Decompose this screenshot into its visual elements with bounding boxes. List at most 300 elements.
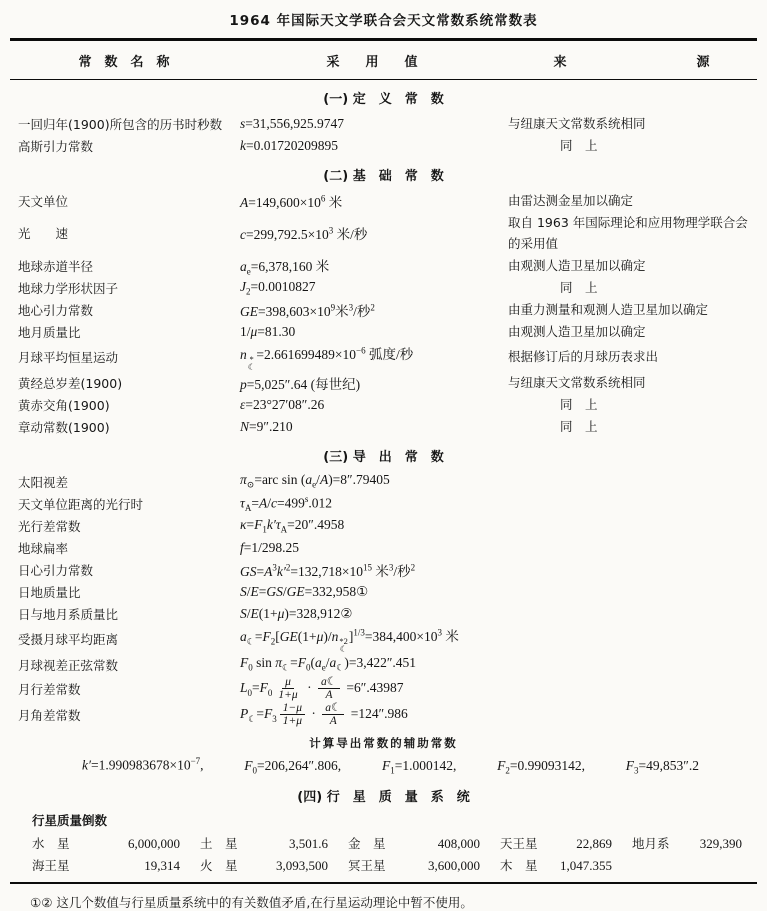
subscript: 1 xyxy=(390,765,395,776)
fraction xyxy=(322,702,344,728)
superscript: 3 xyxy=(272,562,277,572)
formula-text: = xyxy=(248,195,256,210)
sup-part: *2 xyxy=(339,635,348,646)
planet-cell xyxy=(500,834,632,852)
planet-mass-value: 6,000,000 xyxy=(128,836,180,852)
formula-text: 5,025″.64 (每世纪) xyxy=(254,376,361,392)
formula-text: 米 xyxy=(325,195,343,210)
formula-text: (1+ xyxy=(258,605,278,621)
formula-text: = xyxy=(250,258,259,274)
formula-symbol: μ xyxy=(277,605,285,621)
formula-symbol: A xyxy=(264,563,273,579)
formula-text: 149,600×10 xyxy=(255,195,321,210)
formula-text: 384,400×10 xyxy=(372,628,438,644)
formula-symbol: S xyxy=(240,583,247,599)
formula-text: 49,853″.2 xyxy=(646,757,699,773)
table-row xyxy=(10,625,757,654)
formula-text: = xyxy=(246,516,255,532)
formula-text: = xyxy=(252,679,260,695)
superscript: 6 xyxy=(320,193,326,204)
formula-symbol: a xyxy=(240,628,247,644)
superscript: 1/3 xyxy=(353,627,365,637)
constant-source: 由雷达测金星加以确定 xyxy=(508,193,634,209)
constant-value xyxy=(240,584,508,600)
fraction xyxy=(275,676,300,702)
constant-value xyxy=(240,191,508,211)
constant-name: 地球赤道半径 xyxy=(18,258,94,274)
formula-symbol: a xyxy=(240,258,247,274)
formula-text: /秒 xyxy=(393,563,411,579)
constant-name: 月球视差正弦常数 xyxy=(18,657,119,673)
formula-symbol: GE xyxy=(279,628,298,644)
constant-name: 黄经总岁差(1900) xyxy=(18,375,123,391)
formula-text: /秒 xyxy=(353,303,371,319)
formula-symbol: S xyxy=(240,605,247,621)
constant-value xyxy=(240,397,508,413)
formula-text: = xyxy=(251,495,259,511)
superscript: 2 xyxy=(370,302,375,312)
formula-symbol: GS xyxy=(266,583,283,599)
formula-text: )= xyxy=(344,655,357,671)
formula-text: · xyxy=(303,679,315,695)
constant-name: 光行差常数 xyxy=(18,518,81,534)
table-row xyxy=(10,515,757,537)
aux-constant xyxy=(626,758,699,776)
formula-text: · xyxy=(308,706,320,722)
planet-cell xyxy=(32,856,200,874)
formula-text: = xyxy=(343,679,354,695)
subscript: e xyxy=(321,662,326,673)
subscript: 0 xyxy=(267,687,273,698)
formula-symbol: n xyxy=(240,346,247,362)
table-row xyxy=(10,321,757,343)
subscript: ⊙ xyxy=(246,479,255,490)
superscript: 2 xyxy=(285,562,291,572)
formula-symbol: a xyxy=(314,655,322,671)
denominator: 1+μ xyxy=(282,715,302,728)
table-row xyxy=(10,372,757,394)
formula-text: [ xyxy=(275,628,280,644)
planet-cell xyxy=(500,856,632,874)
formula-text: = xyxy=(287,516,295,532)
planet-cell xyxy=(348,856,500,874)
table-row xyxy=(10,113,757,135)
formula-symbol: A xyxy=(240,195,249,210)
section-heading: (二) 基 础 常 数 xyxy=(323,169,444,184)
subscript: 2 xyxy=(270,636,276,647)
superscript: 3 xyxy=(388,562,394,572)
formula-text: = xyxy=(347,706,359,722)
formula-text: 米 xyxy=(335,303,349,319)
planet-row xyxy=(10,832,757,854)
footnote: ①② 这几个数值与行星质量系统中的有关数值矛盾,在行星运动理论中暂不使用。 xyxy=(30,895,473,911)
superscript: 3 xyxy=(328,225,334,236)
formula-text: 9″.210 xyxy=(256,418,293,434)
aux-constants-title: 计算导出常数的辅助常数 xyxy=(309,736,458,751)
formula-text: 499 xyxy=(284,495,305,511)
table-row xyxy=(10,559,757,581)
superscript: −7 xyxy=(190,756,201,767)
table-row xyxy=(10,416,757,438)
formula-symbol: P xyxy=(240,706,249,722)
subscript: 0 xyxy=(305,662,311,673)
formula-text: 3,422″.451 xyxy=(356,655,417,671)
planet-mass-value: 329,390 xyxy=(699,836,742,852)
superscript: s xyxy=(304,493,309,504)
formula-text: 132,718×10 xyxy=(297,563,363,579)
constant-name: 地心引力常数 xyxy=(18,302,94,318)
formula-text: / xyxy=(246,583,251,599)
constant-value xyxy=(240,116,508,132)
formula-text: 8″.79405 xyxy=(340,472,390,488)
aux-constant xyxy=(382,758,456,776)
constant-value xyxy=(240,324,508,340)
formula-symbol: F xyxy=(625,757,634,773)
table-row xyxy=(10,702,757,728)
constant-name: 天文单位 xyxy=(18,194,69,209)
formula-text: = xyxy=(245,116,253,131)
formula-text: 1/ xyxy=(240,323,251,339)
constant-source: 与纽康天文常数系统相同 xyxy=(508,116,646,132)
subscript: ☾ xyxy=(282,662,291,673)
planet-name: 金 星 xyxy=(348,836,386,852)
constant-name: 月球平均恒星运动 xyxy=(18,350,119,365)
formula-text: 米 xyxy=(371,563,389,579)
table-row xyxy=(10,255,757,277)
constant-source: 根据修订后的月球历表求出 xyxy=(508,349,659,365)
formula-symbol: GS xyxy=(240,563,257,579)
formula-symbol: ε xyxy=(240,396,246,412)
column-header-source: 来 源 xyxy=(553,55,710,70)
planet-cell xyxy=(632,834,762,852)
footnote-area xyxy=(10,882,757,911)
formula-symbol: a xyxy=(305,472,313,488)
section-heading: (三) 导 出 常 数 xyxy=(323,449,444,465)
constant-name: 地月质量比 xyxy=(18,324,81,340)
constant-value xyxy=(240,606,508,622)
planet-cell xyxy=(200,834,348,852)
constant-value xyxy=(240,655,508,674)
formula-symbol: A xyxy=(258,495,268,511)
page-title: 1964 年国际天文学联合会天文常数系统常数表 xyxy=(229,13,538,29)
planet-name: 海王星 xyxy=(32,858,70,874)
fraction xyxy=(280,702,305,728)
formula-symbol: E xyxy=(250,583,259,599)
column-header-adopted-value: 采 用 值 xyxy=(326,55,418,70)
formula-text: = xyxy=(256,706,264,722)
column-header-constant-name: 常 数 名 称 xyxy=(78,55,170,70)
table-row xyxy=(10,471,757,493)
constant-value xyxy=(240,373,508,393)
formula-text: = xyxy=(256,563,265,579)
formula-text: 328,912② xyxy=(296,605,353,621)
formula-symbol: s xyxy=(240,116,246,131)
formula-symbol: k′ xyxy=(266,516,276,532)
formula-text: (1+ xyxy=(297,628,317,644)
formula-text: = xyxy=(290,563,298,579)
table-row xyxy=(10,581,757,603)
subscript: 0 xyxy=(248,662,253,673)
planet-name: 火 星 xyxy=(200,858,238,874)
formula-text: = xyxy=(364,628,373,644)
constant-source: 与纽康天文常数系统相同 xyxy=(508,374,646,390)
subscript: A xyxy=(244,503,252,514)
planet-name: 天王星 xyxy=(500,836,538,852)
formula-symbol: k′ xyxy=(82,757,91,773)
formula-text: 米 xyxy=(441,628,459,644)
fraction xyxy=(318,676,340,702)
planet-name: 水 星 xyxy=(32,836,70,852)
formula-symbol: E xyxy=(250,605,259,621)
formula-symbol: F xyxy=(297,655,306,671)
subscript: 3 xyxy=(272,713,277,724)
table-row xyxy=(10,394,757,416)
table-row xyxy=(10,654,757,676)
subscript: 0 xyxy=(247,687,253,698)
formula-symbol: F xyxy=(263,706,273,722)
subscript: 3 xyxy=(633,765,639,776)
formula-symbol: k′ xyxy=(276,563,286,579)
planet-mass-subheading: 行星质量倒数 xyxy=(32,813,108,829)
formula-text: 弧度/秒 xyxy=(365,346,414,362)
section-heading: (四) 行 星 质 量 系 统 xyxy=(297,790,470,806)
table-row xyxy=(10,603,757,625)
constant-name: 一回归年(1900)所包含的历书时秒数 xyxy=(18,117,223,132)
formula-text: = xyxy=(257,757,265,773)
subscript: A xyxy=(280,524,288,535)
formula-text: / xyxy=(246,605,251,621)
formula-symbol: p xyxy=(240,376,247,392)
formula-symbol: c xyxy=(270,495,277,511)
constant-value xyxy=(240,517,508,535)
formula-text: = xyxy=(249,418,257,434)
formula-symbol: n xyxy=(331,628,339,644)
formula-text: = xyxy=(276,495,285,511)
aux-constant xyxy=(244,758,341,776)
sub-part: ☾ xyxy=(247,362,256,372)
table-row xyxy=(10,135,757,157)
constant-name: 地球力学形状因子 xyxy=(18,280,119,296)
planet-cell xyxy=(348,834,500,852)
numerator: μ xyxy=(282,676,294,690)
subscript: 2 xyxy=(246,286,251,297)
constant-source: 同 上 xyxy=(560,396,598,412)
formula-symbol: GE xyxy=(240,303,258,319)
formula-symbol: A xyxy=(319,472,329,488)
superscript: 15 xyxy=(362,562,372,572)
constant-name: 天文单位距离的光行时 xyxy=(18,496,144,512)
planet-mass-value: 3,600,000 xyxy=(428,858,480,874)
constant-value xyxy=(240,419,508,435)
subscript: ☾ xyxy=(336,662,345,673)
formula-symbol: F xyxy=(240,655,249,671)
formula-text: 6,378,160 米 xyxy=(258,258,330,274)
formula-text: = xyxy=(254,472,262,488)
formula-text: = xyxy=(257,323,265,339)
formula-text: 299,792.5×10 xyxy=(253,227,329,243)
planet-row xyxy=(10,854,757,876)
constant-name: 日与地月系质量比 xyxy=(18,606,119,622)
planet-mass-value: 408,000 xyxy=(437,836,480,852)
constant-name: 日心引力常数 xyxy=(18,562,94,578)
constant-value xyxy=(240,625,508,654)
table-row xyxy=(10,493,757,515)
constant-name: 章动常数(1900) xyxy=(18,419,110,435)
planet-mass-value: 1,047.355 xyxy=(560,858,612,874)
table-row xyxy=(10,343,757,372)
formula-text: .012 xyxy=(308,495,332,511)
formula-symbol: a xyxy=(329,655,337,671)
sup-part: * xyxy=(249,353,254,364)
constant-source: 取自 1963 年国际理论和应用物理学联合会的采用值 xyxy=(508,215,748,252)
planet-name: 土 星 xyxy=(200,836,238,852)
constant-name: 地球扁率 xyxy=(18,540,69,556)
formula-text: / xyxy=(325,655,330,671)
formula-text: = xyxy=(246,138,254,153)
planet-mass-value: 3,501.6 xyxy=(289,836,328,852)
formula-symbol: F xyxy=(244,757,253,773)
formula-text: , xyxy=(200,757,204,773)
subscript: 0 xyxy=(252,765,258,776)
formula-text: 206,264″.806, xyxy=(264,757,342,773)
planet-mass-value: 3,093,500 xyxy=(276,858,328,874)
formula-text: ] xyxy=(348,628,354,644)
constant-value xyxy=(240,494,508,513)
constant-source: 同 上 xyxy=(560,279,598,295)
constant-source: 同 上 xyxy=(560,418,598,434)
formula-text: )= xyxy=(328,472,341,488)
table-header-row xyxy=(10,41,757,79)
formula-text: = xyxy=(245,396,253,412)
formula-text: 0.01720209895 xyxy=(253,138,338,153)
constant-source: 同 上 xyxy=(560,138,598,154)
superscript: −6 xyxy=(356,345,366,355)
sup-sub-stack xyxy=(248,355,256,372)
constant-name: 月行差常数 xyxy=(18,681,81,697)
denominator: 1+μ xyxy=(278,689,298,702)
formula-text: = xyxy=(304,583,313,599)
formula-text: = xyxy=(246,227,254,243)
constant-name: 高斯引力常数 xyxy=(18,139,94,154)
formula-text: = xyxy=(256,346,264,362)
aux-constant xyxy=(497,758,585,776)
table-row xyxy=(10,277,757,299)
planet-name: 木 星 xyxy=(500,858,538,874)
constant-name: 光 速 xyxy=(18,226,69,242)
constant-value xyxy=(240,676,508,702)
constant-source: 由重力测量和观测人造卫星加以确定 xyxy=(508,301,709,317)
formula-text: )= xyxy=(284,605,297,621)
constant-value xyxy=(240,702,508,728)
formula-text: sin xyxy=(252,655,276,671)
planet-name: 地月系 xyxy=(632,836,670,852)
denominator: A xyxy=(325,689,333,702)
formula-text: 米/秒 xyxy=(333,227,368,243)
formula-text: )/ xyxy=(323,628,332,644)
formula-text: = xyxy=(258,583,267,599)
formula-text: = xyxy=(254,628,263,644)
planet-cell xyxy=(200,856,348,874)
table-row xyxy=(10,212,757,255)
formula-text: 332,958① xyxy=(312,583,369,599)
constant-value xyxy=(240,300,508,320)
formula-text: = xyxy=(509,757,518,773)
constant-source: 由观测人造卫星加以确定 xyxy=(508,257,646,273)
subscript: e xyxy=(312,479,317,490)
constants-table xyxy=(10,88,757,876)
formula-text: ( xyxy=(310,655,315,671)
formula-text: = xyxy=(258,303,266,319)
constant-value xyxy=(240,540,508,556)
planet-cell xyxy=(32,834,200,852)
formula-text: = xyxy=(246,376,255,392)
formula-text: arc sin ( xyxy=(261,472,306,488)
denominator: A xyxy=(329,715,337,728)
table-row xyxy=(10,537,757,559)
formula-text: = xyxy=(290,655,298,671)
formula-text: 20″.4958 xyxy=(294,516,345,532)
subscript: 1 xyxy=(262,524,267,535)
aux-constant xyxy=(82,756,204,774)
formula-symbol: F xyxy=(262,628,271,644)
formula-text: = xyxy=(638,757,647,773)
constant-value xyxy=(240,223,508,243)
formula-symbol: c xyxy=(240,227,246,243)
constant-value xyxy=(240,138,508,154)
formula-text: 124″.986 xyxy=(358,706,408,722)
numerator: a☾ xyxy=(322,702,344,716)
formula-symbol: J xyxy=(240,278,246,294)
constant-name: 月角差常数 xyxy=(18,707,81,723)
formula-text: 398,603×10 xyxy=(265,303,331,319)
constant-source: 由观测人造卫星加以确定 xyxy=(508,323,646,339)
formula-text: 2.661699489×10 xyxy=(264,346,356,362)
formula-text: = xyxy=(243,539,252,555)
constant-name: 受摄月球平均距离 xyxy=(18,632,119,647)
formula-symbol: L xyxy=(240,679,248,695)
formula-symbol: μ xyxy=(250,323,258,339)
formula-symbol: τ xyxy=(275,516,281,532)
formula-symbol: τ xyxy=(240,495,245,511)
numerator: 1−μ xyxy=(280,702,305,716)
constant-value xyxy=(240,279,508,297)
formula-symbol: π xyxy=(275,655,283,671)
section-heading: (一) 定 义 常 数 xyxy=(323,92,444,107)
formula-symbol: κ xyxy=(240,516,247,532)
planet-name: 冥王星 xyxy=(348,858,386,874)
superscript: 3 xyxy=(437,627,442,637)
formula-text: 81.30 xyxy=(264,323,296,339)
table-row xyxy=(10,299,757,321)
subscript: ☾ xyxy=(246,636,255,647)
formula-text: 6″.43987 xyxy=(354,679,404,695)
sub-part: ☾ xyxy=(339,644,348,654)
formula-text: = xyxy=(394,757,403,773)
constant-name: 太阳视差 xyxy=(18,474,69,490)
formula-text: 31,556,925.9747 xyxy=(252,116,345,131)
formula-symbol: k xyxy=(240,138,246,153)
formula-text: 0.99093142, xyxy=(517,757,585,773)
formula-symbol: F xyxy=(254,516,263,532)
header-divider xyxy=(10,79,757,80)
formula-symbol: F xyxy=(259,679,268,695)
formula-text: 0.0010827 xyxy=(258,278,316,294)
constant-value xyxy=(240,472,508,491)
formula-text: / xyxy=(282,583,287,599)
formula-text: / xyxy=(316,472,320,488)
formula-symbol: π xyxy=(240,472,247,488)
constant-value xyxy=(240,255,508,277)
